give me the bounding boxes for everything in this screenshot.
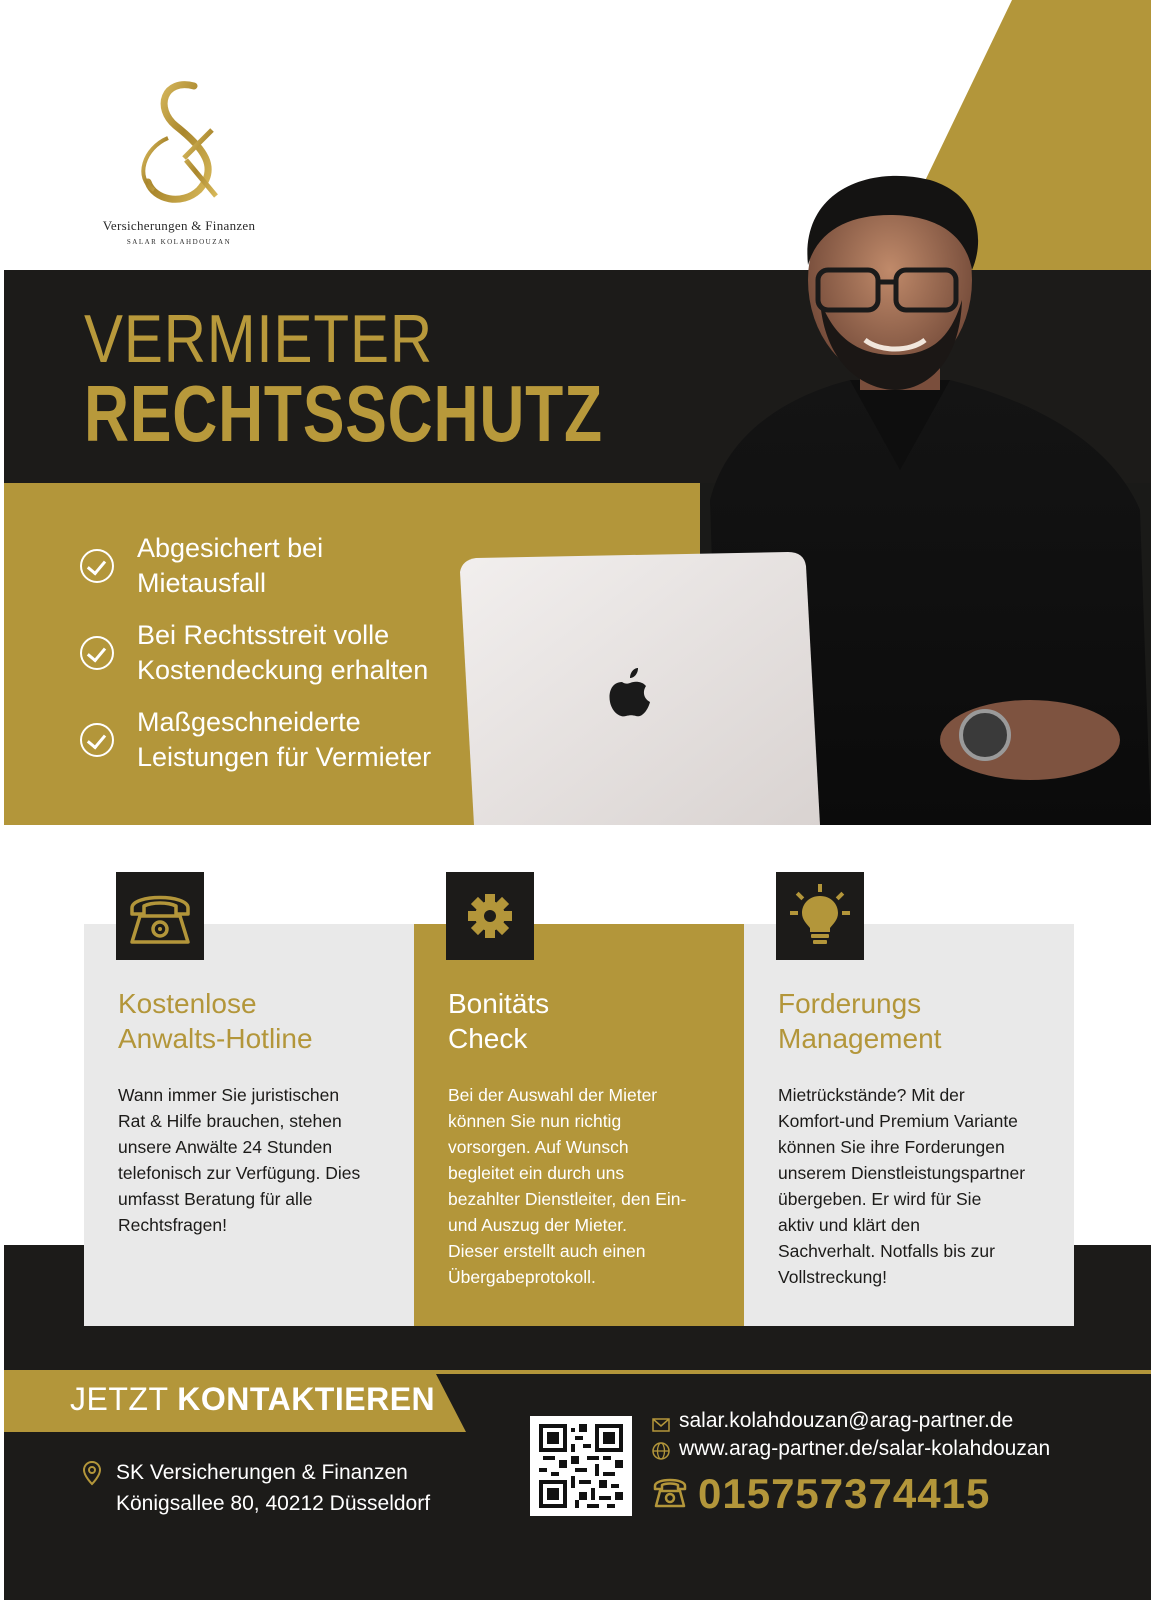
- feature-text-line: Vollstreckung!: [778, 1267, 887, 1287]
- feature-card-bonitaet: [414, 924, 744, 1326]
- telephone-icon: [116, 872, 204, 960]
- feature-text-line: vorsorgen. Auf Wunsch: [448, 1137, 629, 1157]
- icon-box: [116, 872, 204, 960]
- feature-text-line: Bei der Auswahl der Mieter: [448, 1085, 658, 1105]
- gear-icon: [446, 872, 534, 960]
- feature-text-line: Sachverhalt. Notfalls bis zur: [778, 1241, 995, 1261]
- lightbulb-icon: [776, 872, 864, 960]
- feature-text-line: übergeben. Er wird für Sie: [778, 1189, 982, 1209]
- benefit-line: Maßgeschneiderte: [137, 707, 361, 737]
- feature-text-line: Wann immer Sie juristischen: [118, 1085, 340, 1105]
- contact-heading: [70, 1381, 435, 1418]
- feature-text-line: können Sie ihre Forderungen: [778, 1137, 1005, 1157]
- logo-owner-name: SALAR KOLAHDOUZAN: [126, 238, 232, 246]
- feature-text-line: aktiv und klärt den: [778, 1215, 921, 1235]
- feature-text-line: Übergabeprotokoll.: [448, 1267, 596, 1287]
- feature-text-line: und Auszug der Mieter.: [448, 1215, 627, 1235]
- feature-title: Forderungs: [778, 988, 922, 1019]
- feature-description: [778, 1082, 1048, 1290]
- company-logo: [84, 78, 274, 253]
- feature-text-line: umfasst Beratung für alle: [118, 1189, 313, 1209]
- feature-description: [448, 1082, 718, 1290]
- feature-text-line: bezahlter Dienstleiter, den Ein-: [448, 1189, 687, 1209]
- sk-monogram-logo: [124, 78, 234, 208]
- feature-title: Anwalts-Hotline: [118, 1023, 313, 1054]
- contact-heading-bold: KONTAKTIEREN: [177, 1381, 436, 1417]
- feature-text-line: telefonisch zur Verfügung. Dies: [118, 1163, 361, 1183]
- feature-card-forderung: [744, 924, 1074, 1326]
- qr-code-pattern: [538, 1424, 624, 1508]
- feature-title: Management: [778, 1023, 942, 1054]
- company-name: SK Versicherungen & Finanzen: [116, 1461, 408, 1484]
- feature-text-line: unserem Dienstleistungspartner: [778, 1163, 1026, 1183]
- telephone-icon: [652, 1474, 688, 1510]
- headline-line-2: RECHTSSCHUTZ: [84, 369, 603, 458]
- qr-code[interactable]: [530, 1416, 632, 1516]
- icon-box: [776, 872, 864, 960]
- website-link[interactable]: www.arag-partner.de/salar-kolahdouzan: [679, 1437, 1051, 1460]
- feature-text-line: unsere Anwälte 24 Stunden: [118, 1137, 333, 1157]
- feature-title: Bonitäts: [448, 988, 550, 1019]
- feature-text-line: Komfort-und Premium Variante: [778, 1111, 1018, 1131]
- feature-description: [118, 1082, 388, 1238]
- benefit-line: Kostendeckung erhalten: [137, 655, 429, 685]
- feature-text-line: Dieser erstellt auch einen: [448, 1241, 646, 1261]
- feature-card-hotline: [84, 924, 414, 1326]
- headline-line-1: VERMIETER: [84, 301, 433, 377]
- feature-text-line: Rat & Hilfe brauchen, stehen: [118, 1111, 342, 1131]
- company-address: Königsallee 80, 40212 Düsseldorf: [116, 1492, 431, 1515]
- benefit-line: Bei Rechtsstreit volle: [137, 620, 390, 650]
- icon-box: [446, 872, 534, 960]
- contact-heading-light: JETZT: [70, 1381, 178, 1417]
- checkmark-icon: [80, 636, 114, 670]
- checkmark-icon: [80, 723, 114, 757]
- benefit-line: Leistungen für Vermieter: [137, 742, 432, 772]
- feature-text-line: begleitet ein durch uns: [448, 1163, 625, 1183]
- benefit-line: Mietausfall: [137, 568, 267, 598]
- logo-company-name: Versicherungen & Finanzen: [102, 218, 256, 233]
- feature-title: Check: [448, 1023, 528, 1054]
- laptop-image: [452, 552, 822, 825]
- email-link[interactable]: salar.kolahdouzan@arag-partner.de: [679, 1409, 1014, 1432]
- globe-icon: [652, 1442, 670, 1460]
- mail-icon: [652, 1418, 670, 1432]
- checkmark-icon: [80, 549, 114, 583]
- feature-text-line: können Sie nun richtig: [448, 1111, 622, 1131]
- phone-number[interactable]: 015757374415: [698, 1470, 991, 1517]
- feature-text-line: Mietrückstände? Mit der: [778, 1085, 965, 1105]
- feature-title: Kostenlose: [118, 988, 257, 1019]
- location-pin-icon: [82, 1460, 102, 1486]
- feature-text-line: Rechtsfragen!: [118, 1215, 227, 1235]
- benefit-line: Abgesichert bei: [137, 533, 324, 563]
